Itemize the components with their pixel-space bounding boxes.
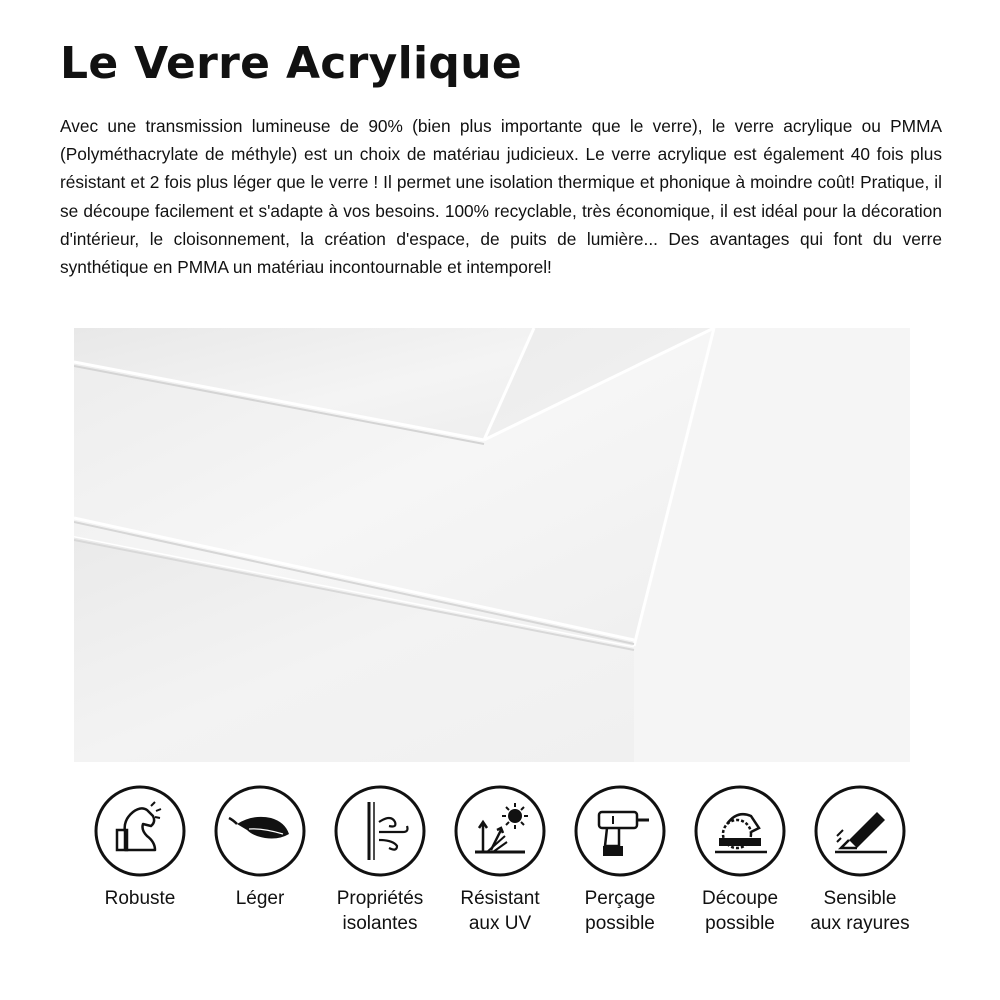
feature-robust — [70, 784, 210, 911]
feature-uv — [430, 784, 570, 936]
feature-label-line2: aux rayures — [810, 913, 910, 934]
feature-label-line1: Propriétés — [336, 888, 424, 909]
feature-label-line2: isolantes — [342, 913, 418, 934]
description-paragraph: Avec une transmission lumineuse de 90% (bien plus importante que le verre), le verre acrylique ou PMMA (Polyméthacrylate de méthyle) est un choix de matériau judicieux. Le verre acrylique est également 40 fois plus résistant et 2 fois plus léger que le verre ! Il permet une isolation thermique et phonique à moindre coût! Pratique, il se découpe facilement et s'adapte à vos besoins. 100% recyclable, très économique, il est idéal pour la décoration d'intérieur, le cloisonnement, la création d'espace, de puits de lumière... Des avantages qui font du verre synthétique en PMMA un matériau incontournable et intemporel! — [60, 116, 942, 278]
page-title: Le Verre Acrylique — [60, 38, 522, 89]
cutter-knife-icon — [813, 784, 907, 878]
feature-cutting — [670, 784, 810, 936]
acrylic-sheets-photo — [74, 328, 910, 762]
insulation-icon — [333, 784, 427, 878]
feature-label-line2: possible — [705, 913, 775, 934]
feature-label-line1: Sensible — [823, 888, 897, 909]
feature-drilling — [550, 784, 690, 936]
feature-label-line1: Robuste — [104, 888, 176, 909]
feature-scratch — [790, 784, 930, 936]
circular-saw-icon — [693, 784, 787, 878]
features-row — [60, 784, 940, 964]
feature-light — [190, 784, 330, 911]
feature-insulation — [310, 784, 450, 936]
feature-label-line1: Léger — [235, 888, 285, 909]
feather-icon — [213, 784, 307, 878]
strong-arm-icon — [93, 784, 187, 878]
feature-label-line2: aux UV — [468, 913, 532, 934]
feature-label-line2: possible — [585, 913, 655, 934]
uv-sun-icon — [453, 784, 547, 878]
feature-label-line1: Résistant — [460, 888, 540, 909]
feature-label-line1: Découpe — [701, 888, 779, 909]
feature-label-line1: Perçage — [584, 888, 656, 909]
drill-icon — [573, 784, 667, 878]
